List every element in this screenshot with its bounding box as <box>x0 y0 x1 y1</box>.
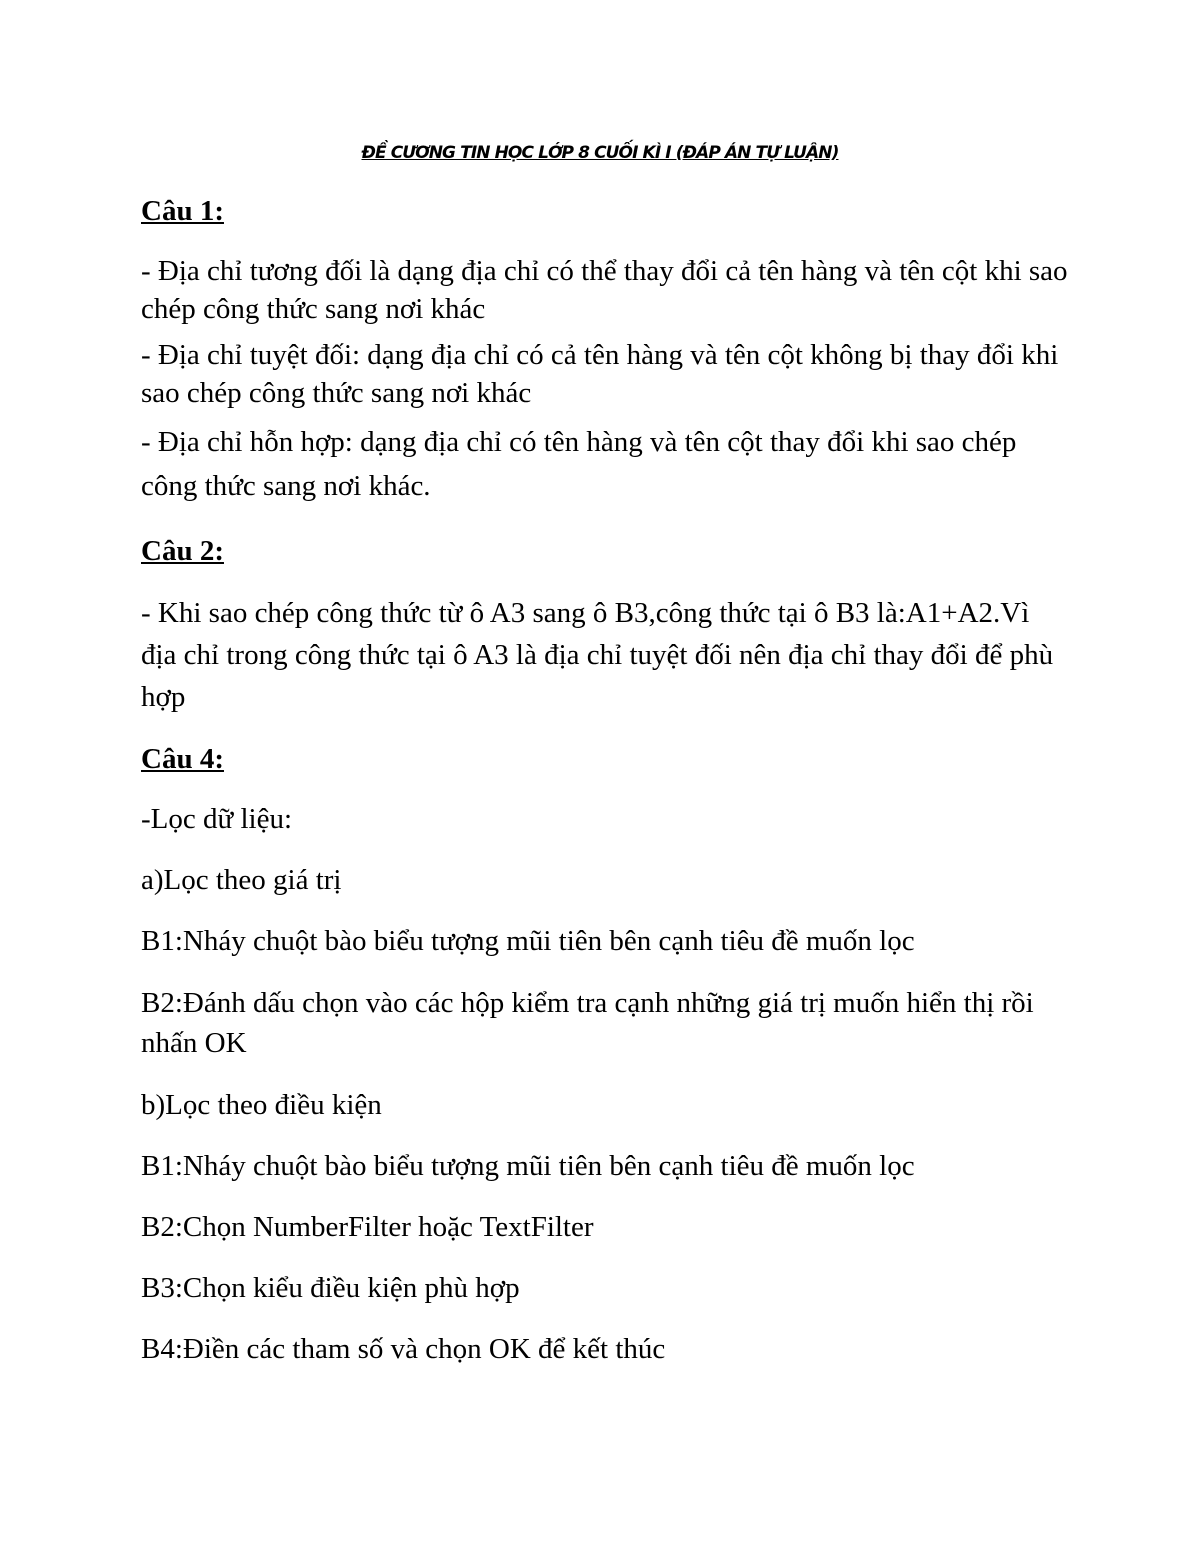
paragraph: - Địa chỉ tuyệt đối: dạng địa chỉ có cả tên hàng và tên cột không bị thay đổi khi sao chép công thức sang nơi khác <box>141 339 1059 409</box>
paragraph: B2:Chọn NumberFilter hoặc TextFilter <box>141 1211 594 1243</box>
section-heading: Câu 4: <box>141 743 224 775</box>
document-title: ĐỀ CƯƠNG TIN HỌC LỚP 8 CUỐI KÌ I (ĐÁP ÁN TỰ LUẬN) <box>361 143 839 163</box>
paragraph: - Khi sao chép công thức từ ô A3 sang ô B3,công thức tại ô B3 là:A1+A2.Vì địa chỉ trong công thức tại ô A3 là địa chỉ tuyệt đối nên địa chỉ thay đổi để phù hợp <box>141 597 1054 713</box>
paragraph: -Lọc dữ liệu: <box>141 803 293 835</box>
section-cau-4 <box>141 740 1071 1368</box>
section-heading: Câu 1: <box>141 195 224 227</box>
paragraph: B1:Nháy chuột bào biểu tượng mũi tiên bên cạnh tiêu đề muốn lọc <box>141 925 915 957</box>
paragraph: a)Lọc theo giá trị <box>141 864 342 896</box>
section-cau-2 <box>141 532 1071 718</box>
section-heading: Câu 2: <box>141 535 224 567</box>
paragraph: b)Lọc theo điều kiện <box>141 1089 382 1121</box>
paragraph: - Địa chỉ tương đối là dạng địa chỉ có thể thay đổi cả tên hàng và tên cột khi sao chép công thức sang nơi khác <box>141 255 1068 325</box>
paragraph: B1:Nháy chuột bào biểu tượng mũi tiên bên cạnh tiêu đề muốn lọc <box>141 1150 915 1182</box>
paragraph: B4:Điền các tham số và chọn OK để kết thúc <box>141 1333 666 1365</box>
paragraph: - Địa chỉ hỗn hợp: dạng địa chỉ có tên hàng và tên cột thay đổi khi sao chép công thức sang nơi khác. <box>141 426 1017 502</box>
section-cau-1 <box>141 192 1071 508</box>
paragraph: B2:Đánh dấu chọn vào các hộp kiểm tra cạnh những giá trị muốn hiển thị rồi nhấn OK <box>141 987 1034 1059</box>
paragraph: B3:Chọn kiểu điều kiện phù hợp <box>141 1272 520 1304</box>
document-body <box>141 192 1071 1391</box>
